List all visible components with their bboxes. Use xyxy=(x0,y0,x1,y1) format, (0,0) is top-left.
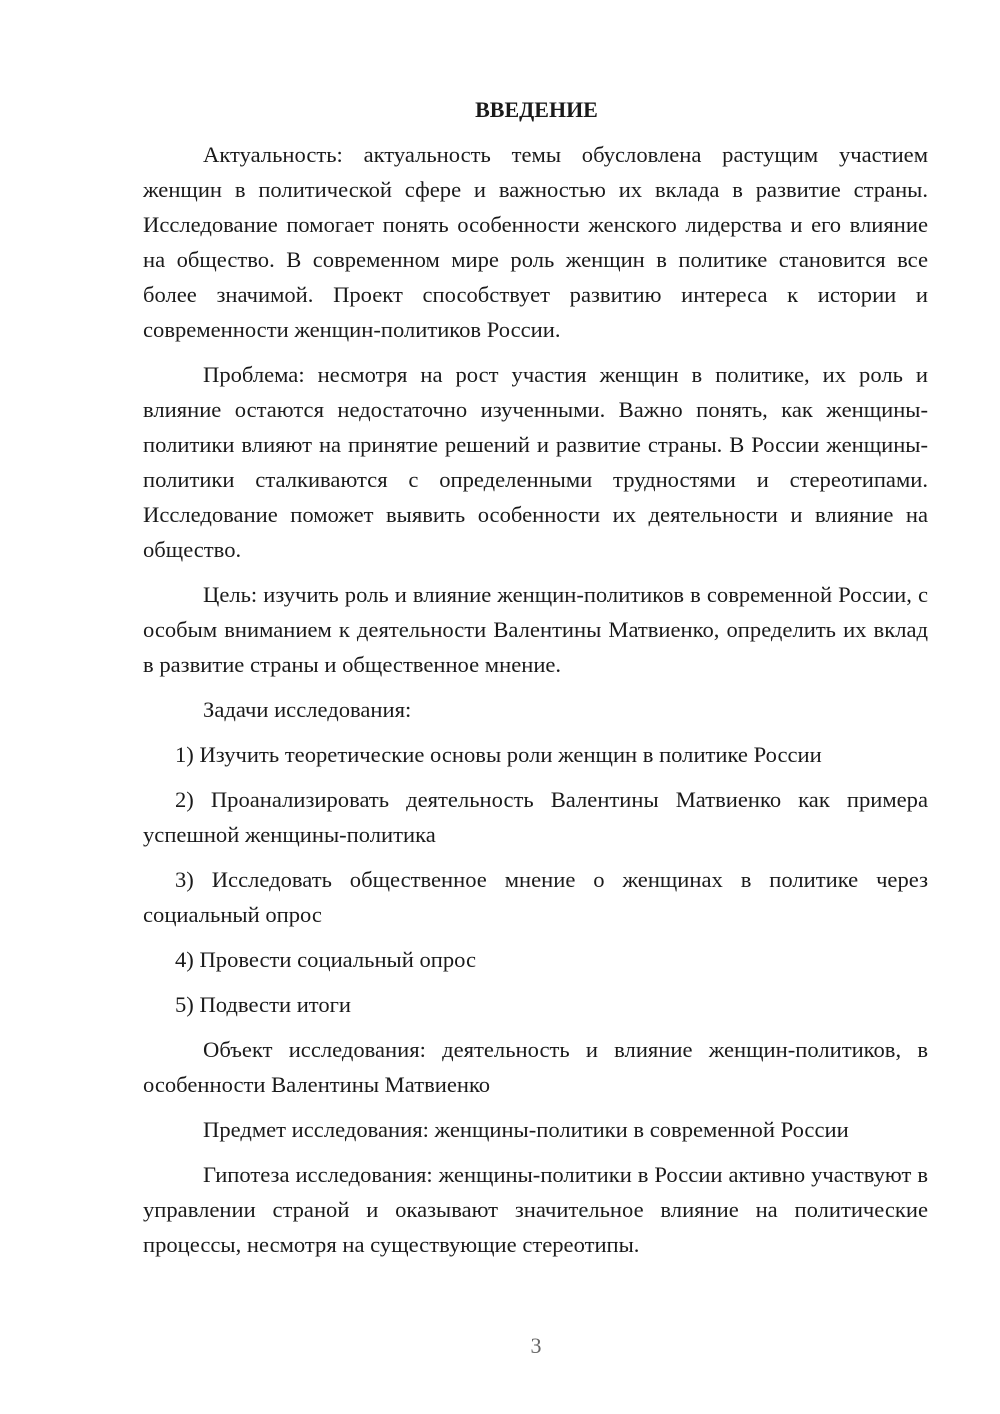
paragraph-problem: Проблема: несмотря на рост участия женщин в политике, их роль и влияние остаются недостаточно изученными. Важно понять, как женщины-политики влияют на принятие решений и развитие страны. В России женщины-политики сталкиваются с определенными трудностями и стереотипами. Исследование поможет выявить особенности их деятельности и влияние на общество. xyxy=(143,362,928,562)
page-content xyxy=(143,92,928,1262)
paragraph-subject: Предмет исследования: женщины-политики в современной России xyxy=(203,1117,849,1142)
task-item-4: 4) Провести социальный опрос xyxy=(175,947,477,972)
task-item-1: 1) Изучить теоретические основы роли женщин в политике России xyxy=(175,742,822,767)
section-title: ВВЕДЕНИЕ xyxy=(475,97,598,122)
task-item-3: 3) Исследовать общественное мнение о женщинах в политике через социальный опрос xyxy=(143,867,928,927)
task-item-2: 2) Проанализировать деятельность Валентины Матвиенко как примера успешной женщины-политика xyxy=(143,787,928,847)
page-number: 3 xyxy=(530,1333,542,1358)
task-item-5: 5) Подвести итоги xyxy=(175,992,352,1017)
paragraph-goal: Цель: изучить роль и влияние женщин-политиков в современной России, с особым вниманием к деятельности Валентины Матвиенко, определить их вклад в развитие страны и общественное мнение. xyxy=(143,582,928,677)
paragraph-object: Объект исследования: деятельность и влияние женщин-политиков, в особенности Валентины Матвиенко xyxy=(143,1037,928,1097)
paragraph-hypothesis: Гипотеза исследования: женщины-политики в России активно участвуют в управлении страной и оказывают значительное влияние на политические процессы, несмотря на существующие стереотипы. xyxy=(143,1162,928,1257)
paragraph-tasks-heading: Задачи исследования: xyxy=(203,697,412,722)
paragraph-relevance: Актуальность: актуальность темы обусловлена растущим участием женщин в политической сфере и важностью их вклада в развитие страны. Исследование помогает понять особенности женского лидерства и его влияние на общество. В современном мире роль женщин в политике становится все более значимой. Проект способствует развитию интереса к истории и современности женщин-политиков России. xyxy=(143,142,928,342)
